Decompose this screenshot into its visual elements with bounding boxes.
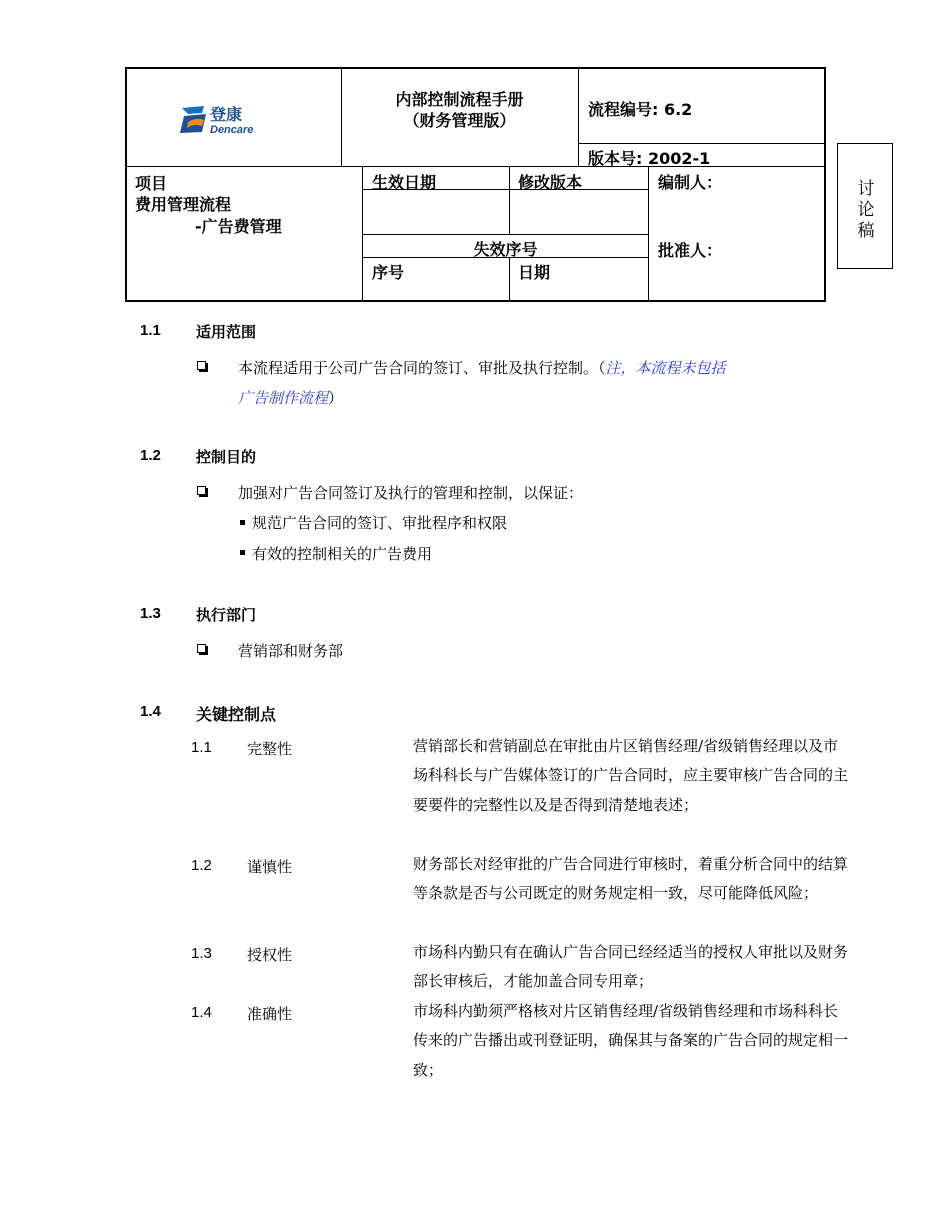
control-point-desc: 市场科内勤须严格核对片区销售经理/省级销售经理和市场科科长传来的广告播出或刊登证明，确保其与备案的广告合同的规定相一致； <box>413 1002 849 1079</box>
scope-note-part1: 注，本流程未包括 <box>605 359 726 377</box>
scope-note-part2: 广告制作流程 <box>238 389 329 407</box>
section-number: 1.2 <box>140 447 161 464</box>
logo-en: Dencare <box>210 124 254 136</box>
purpose-item: 有效的控制相关的广告费用 <box>252 545 433 563</box>
section-title: 控制目的 <box>196 448 257 466</box>
scope-text-line1: 本流程适用于公司广告合同的签订、审批及执行控制。（注，本流程未包括 <box>238 359 726 377</box>
effective-date-label: 生效日期 <box>372 173 437 192</box>
section-title: 执行部门 <box>196 606 257 624</box>
expired-seq-label: 失效序号 <box>473 240 538 259</box>
control-point-desc: 营销部长和营销副总在审批由片区销售经理/省级销售经理以及市场科科长与广告媒体签订的广告合同时，应主要审核广告合同的主要要件的完整性以及是否得到清楚地表述； <box>413 737 849 814</box>
department-text: 营销部和财务部 <box>238 642 344 660</box>
control-point-desc: 财务部长对经审批的广告合同进行审核时，着重分析合同中的结算等条款是否与公司既定的财务规定相一致，尽可能降低风险； <box>413 855 849 903</box>
version-number: 版本号: 2002-1 <box>588 149 711 168</box>
project-label: 项目 <box>135 174 168 193</box>
square-bullet-icon <box>240 520 245 525</box>
process-number: 流程编号: 6.2 <box>588 100 693 119</box>
control-point-number: 1.1 <box>191 739 212 756</box>
draft-char: 论 <box>857 200 875 220</box>
seq-label: 序号 <box>372 263 405 282</box>
control-point-name: 授权性 <box>247 946 293 964</box>
purpose-item: 规范广告合同的签订、审批程序和权限 <box>252 514 508 532</box>
manual-subtitle: （财务管理版） <box>403 111 516 130</box>
control-point-name: 准确性 <box>247 1005 293 1023</box>
checkbox-bullet-icon <box>197 486 206 495</box>
checkbox-bullet-icon <box>197 361 206 370</box>
date-label: 日期 <box>518 263 551 282</box>
section-number: 1.3 <box>140 605 161 622</box>
control-point-desc: 市场科内勤只有在确认广告合同已经经适当的授权人审批以及财务部长审核后，才能加盖合同专用章； <box>413 943 849 991</box>
square-bullet-icon <box>240 550 245 555</box>
revision-label: 修改版本 <box>518 173 583 192</box>
manual-title: 内部控制流程手册 <box>395 90 524 109</box>
dencare-logo <box>180 102 280 138</box>
scope-text-line2: 广告制作流程） <box>238 389 344 407</box>
section-title: 适用范围 <box>196 323 257 341</box>
draft-stamp <box>837 143 893 269</box>
control-point-number: 1.4 <box>191 1004 212 1021</box>
section-number: 1.1 <box>140 322 161 339</box>
section-title: 关键控制点 <box>196 705 277 724</box>
control-point-name: 完整性 <box>247 740 293 758</box>
project-name: 费用管理流程 <box>135 195 232 214</box>
purpose-text: 加强对广告合同签订及执行的管理和控制，以保证： <box>238 484 584 502</box>
control-point-number: 1.3 <box>191 945 212 962</box>
draft-char: 讨 <box>857 179 875 199</box>
draft-char: 稿 <box>857 221 875 241</box>
project-sub: -广告费管理 <box>195 217 282 236</box>
control-point-name: 谨慎性 <box>247 858 293 876</box>
checkbox-bullet-icon <box>197 644 206 653</box>
compiler-label: 编制人： <box>658 173 723 192</box>
approver-label: 批准人： <box>658 241 723 260</box>
control-point-number: 1.2 <box>191 857 212 874</box>
logo-cn: 登康 <box>210 105 243 124</box>
section-number: 1.4 <box>140 703 161 720</box>
